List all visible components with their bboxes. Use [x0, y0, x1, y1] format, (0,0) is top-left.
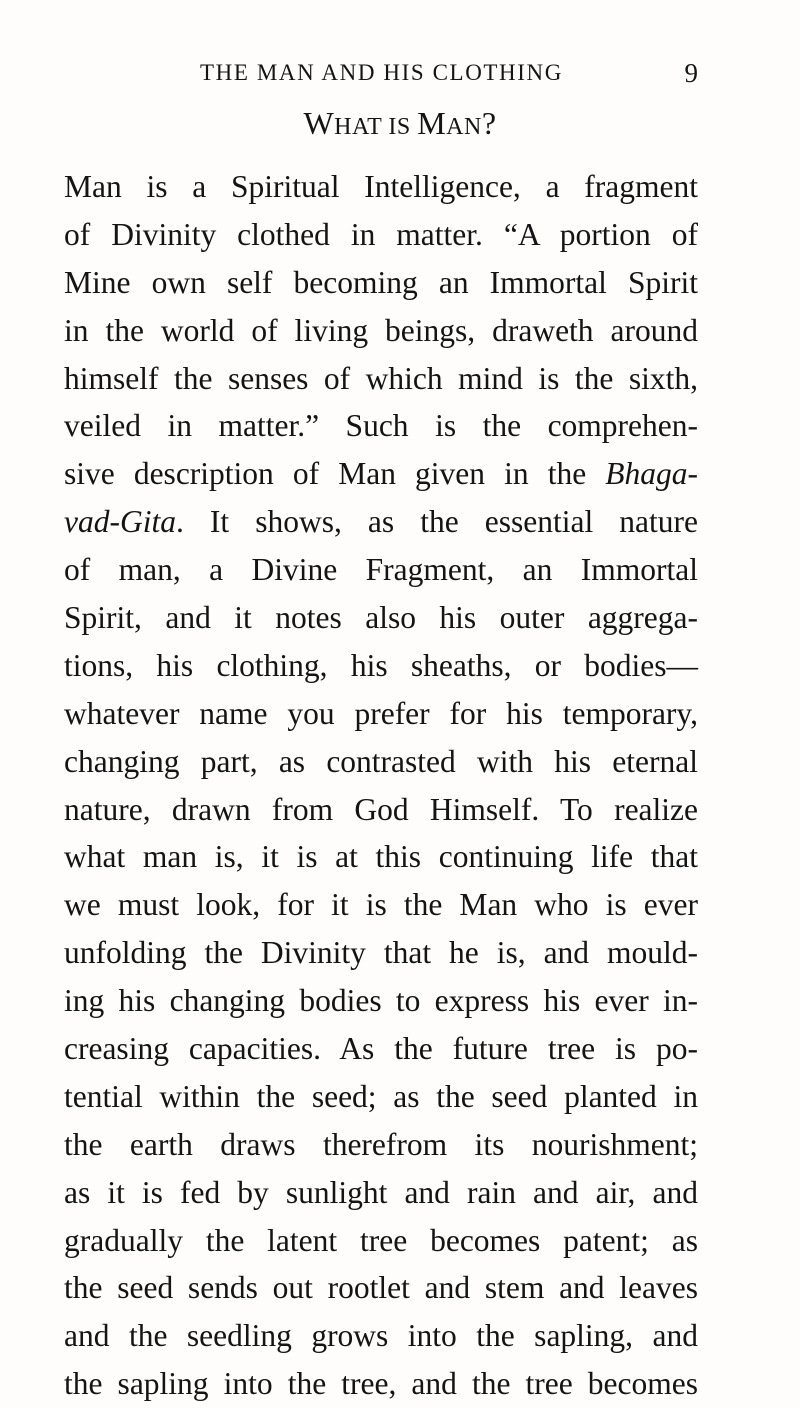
text-line: of man, a Divine Fragment, an Immortal [64, 552, 698, 588]
text-line: in the world of living beings, draweth around [64, 312, 698, 348]
page-number: 9 [684, 58, 698, 88]
heading-smallcaps-an: AN [446, 114, 482, 140]
text-line: we must look, for it is the Man who is ever [64, 887, 698, 923]
text-line-with-italic [64, 450, 698, 498]
body-paragraph [64, 163, 698, 1408]
heading-smallcaps-is: IS [381, 114, 418, 140]
text-line: the seed sends out rootlet and stem and leaves [64, 1270, 698, 1306]
text-line: of Divinity clothed in matter. “A portion of [64, 216, 698, 252]
heading-smallcaps-hat: HAT [334, 114, 382, 140]
heading-initial-w: W [303, 105, 335, 141]
heading-question-mark: ? [481, 105, 497, 141]
text-line: what man is, it is at this continuing life that [64, 839, 698, 875]
text-line: nature, drawn from God Himself. To realize [64, 791, 698, 827]
text-line: Man is a Spiritual Intelligence, a fragment [64, 169, 698, 204]
text-line: creasing capacities. As the future tree is po- [64, 1031, 698, 1067]
text-line: tential within the seed; as the seed planted in [64, 1078, 698, 1114]
text-line: whatever name you prefer for his temporary, [64, 695, 698, 731]
text-line: himself the senses of which mind is the sixth, [64, 360, 698, 396]
text-line: tions, his clothing, his sheaths, or bodies— [64, 647, 698, 683]
text-line-with-italic [64, 498, 698, 546]
italic-title-bhaga: Bhaga- [605, 456, 698, 492]
text-line: gradually the latent tree becomes patent; as [64, 1222, 698, 1258]
heading-initial-m: M [417, 105, 447, 141]
text-line: Spirit, and it notes also his outer aggrega- [64, 600, 698, 636]
text-line: changing part, as contrasted with his eternal [64, 743, 698, 779]
italic-title-vad-gita: vad-Gita [64, 504, 176, 540]
text-line: as it is fed by sunlight and rain and air, and [64, 1174, 698, 1210]
text-line: and the seedling grows into the sapling, and [64, 1318, 698, 1354]
text-line: Mine own self becoming an Immortal Spirit [64, 264, 698, 300]
text-line: veiled in matter.” Such is the comprehen- [64, 408, 698, 444]
running-title: THE MAN AND HIS CLOTHING [200, 60, 563, 85]
text-segment: . It shows, as the essential nature [175, 504, 698, 540]
section-heading [0, 96, 800, 154]
text-line: unfolding the Divinity that he is, and mould- [64, 935, 698, 971]
text-line: ing his changing bodies to express his ever in- [64, 983, 698, 1019]
running-head [100, 56, 698, 90]
text-line: the sapling into the tree, and the tree becomes [64, 1366, 698, 1402]
text-segment: sive description of Man given in the [64, 456, 606, 492]
text-line: the earth draws therefrom its nourishment; [64, 1126, 698, 1162]
